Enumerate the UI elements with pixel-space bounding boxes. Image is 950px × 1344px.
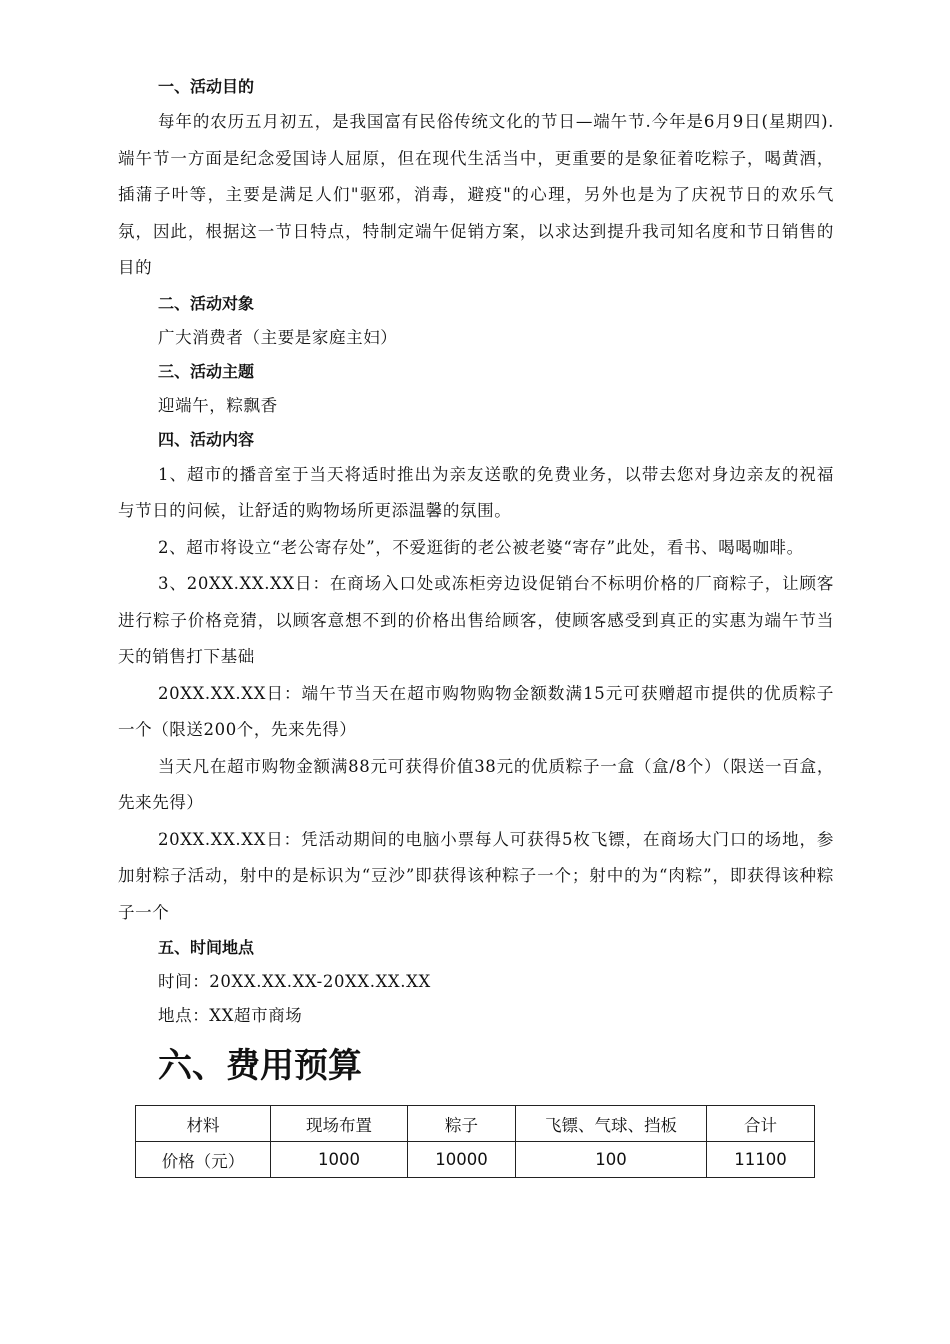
content-item-4: 20XX.XX.XX日：端午节当天在超市购物购物金额数满15元可获赠超市提供的优质粽子一个（限送200个，先来先得） bbox=[118, 683, 834, 739]
budget-header-cell: 飞镖、气球、挡板 bbox=[516, 1106, 707, 1142]
place-text: 地点：XX超市商场 bbox=[158, 1006, 303, 1025]
budget-value-cell: 价格（元） bbox=[136, 1142, 271, 1178]
section-title-purpose: 一、活动目的 bbox=[158, 77, 255, 96]
budget-header-row bbox=[136, 1106, 815, 1142]
budget-value-cell: 10000 bbox=[408, 1142, 516, 1178]
content-item-5: 当天凡在超市购物金额满88元可获得价值38元的优质粽子一盒（盒/8个）（限送一百盒，先来先得） bbox=[118, 756, 834, 812]
section-title-audience: 二、活动对象 bbox=[158, 293, 255, 313]
section-title-theme: 三、活动主题 bbox=[158, 361, 255, 381]
budget-value-cell: 1000 bbox=[271, 1142, 408, 1178]
section-text-audience: 广大消费者（主要是家庭主妇） bbox=[158, 327, 398, 347]
section-text-purpose: 每年的农历五月初五，是我国富有民俗传统文化的节日—端午节.今年是6月9日(星期四).端午节一方面是纪念爱国诗人屈原，但在现代生活当中，更重要的是象征着吃粽子，喝黄酒，插蒲子叶等，主要是满足人们"驱邪，消毒，避疫"的心理，另外也是为了庆祝节日的欢乐气氛，因此，根据这一节日特点，特制定端午促销方案，以求达到提升我司知名度和节日销售的目的 bbox=[118, 112, 834, 277]
budget-table bbox=[135, 1105, 815, 1178]
section-title-budget: 六、费用预算 bbox=[158, 1046, 362, 1086]
budget-header-cell: 材料 bbox=[136, 1106, 271, 1142]
content-item-2: 2、超市将设立“老公寄存处”，不爱逛街的老公被老婆“寄存”此处，看书、喝喝咖啡。 bbox=[158, 537, 804, 557]
document-page bbox=[118, 70, 834, 1178]
time-text: 时间：20XX.XX.XX-20XX.XX.XX bbox=[158, 972, 431, 991]
section-text-theme: 迎端午，粽飘香 bbox=[158, 395, 278, 415]
budget-value-row bbox=[136, 1142, 815, 1178]
budget-header-cell: 现场布置 bbox=[271, 1106, 408, 1142]
section-title-time-place: 五、时间地点 bbox=[158, 938, 255, 957]
budget-header-cell: 合计 bbox=[707, 1106, 815, 1142]
section-title-content: 四、活动内容 bbox=[158, 429, 255, 449]
content-item-1: 1、超市的播音室于当天将适时推出为亲友送歌的免费业务，以带去您对身边亲友的祝福与节日的问候，让舒适的购物场所更添温馨的氛围。 bbox=[118, 464, 834, 520]
content-item-3: 3、20XX.XX.XX日：在商场入口处或冻柜旁边设促销台不标明价格的厂商粽子，让顾客进行粽子价格竞猜，以顾客意想不到的价格出售给顾客，使顾客感受到真正的实惠为端午节当天的销售打下基础 bbox=[118, 574, 834, 666]
content-item-6: 20XX.XX.XX日：凭活动期间的电脑小票每人可获得5枚飞镖，在商场大门口的场地，参加射粽子活动，射中的是标识为“豆沙”即获得该种粽子一个；射中的为“肉粽”，即获得该种粽子一个 bbox=[118, 829, 834, 922]
budget-value-cell: 11100 bbox=[707, 1142, 815, 1178]
budget-header-cell: 粽子 bbox=[408, 1106, 516, 1142]
budget-value-cell: 100 bbox=[516, 1142, 707, 1178]
